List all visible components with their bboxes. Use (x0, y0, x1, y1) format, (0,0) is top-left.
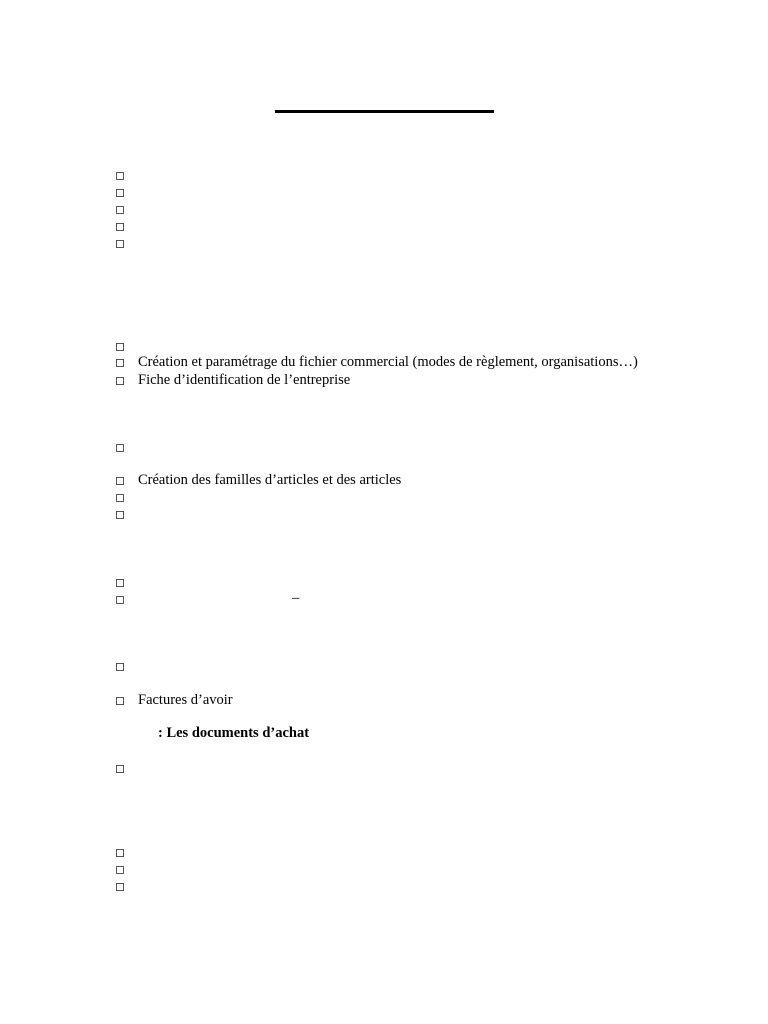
list-item (115, 760, 124, 777)
list-item (115, 201, 124, 218)
checkbox-icon (116, 343, 124, 351)
list-item (115, 591, 124, 608)
item-text: Création et paramétrage du fichier commercial (modes de règlement, organisations…) (138, 354, 638, 370)
checkbox-icon (116, 477, 124, 485)
list-item (115, 184, 124, 201)
list-item (115, 844, 124, 861)
checkbox-icon (116, 223, 124, 231)
item-text: Factures d’avoir (138, 692, 233, 708)
list-item (115, 861, 124, 878)
list-item (115, 692, 233, 709)
list-item (115, 472, 402, 489)
checkbox-icon (116, 596, 124, 604)
checkbox-icon (116, 240, 124, 248)
checkbox-icon (116, 444, 124, 452)
list-item (115, 658, 124, 675)
list-item (115, 372, 351, 389)
item-text: Création des familles d’articles et des articles (138, 472, 402, 488)
checkbox-icon (116, 883, 124, 891)
checkbox-icon (116, 377, 124, 385)
title-underline (275, 110, 494, 113)
checkbox-icon (116, 849, 124, 857)
list-item (115, 506, 124, 523)
checkbox-icon (116, 511, 124, 519)
checkbox-icon (116, 579, 124, 587)
checkbox-icon (116, 359, 124, 367)
checkbox-icon (116, 494, 124, 502)
dash-text: – (292, 590, 300, 606)
list-item (115, 489, 124, 506)
checkbox-icon (116, 663, 124, 671)
checkbox-icon (116, 172, 124, 180)
checkbox-icon (116, 206, 124, 214)
list-item (115, 574, 124, 591)
list-item (115, 218, 124, 235)
list-item (115, 235, 124, 252)
checkbox-icon (116, 765, 124, 773)
list-item (115, 167, 124, 184)
item-text: Fiche d’identification de l’entreprise (138, 372, 351, 388)
section-heading: : Les documents d’achat (158, 725, 310, 741)
checkbox-icon (116, 866, 124, 874)
list-item (115, 439, 124, 456)
checkbox-icon (116, 697, 124, 705)
list-item (115, 878, 124, 895)
list-item (115, 338, 124, 355)
checkbox-icon (116, 189, 124, 197)
list-item (115, 354, 638, 371)
